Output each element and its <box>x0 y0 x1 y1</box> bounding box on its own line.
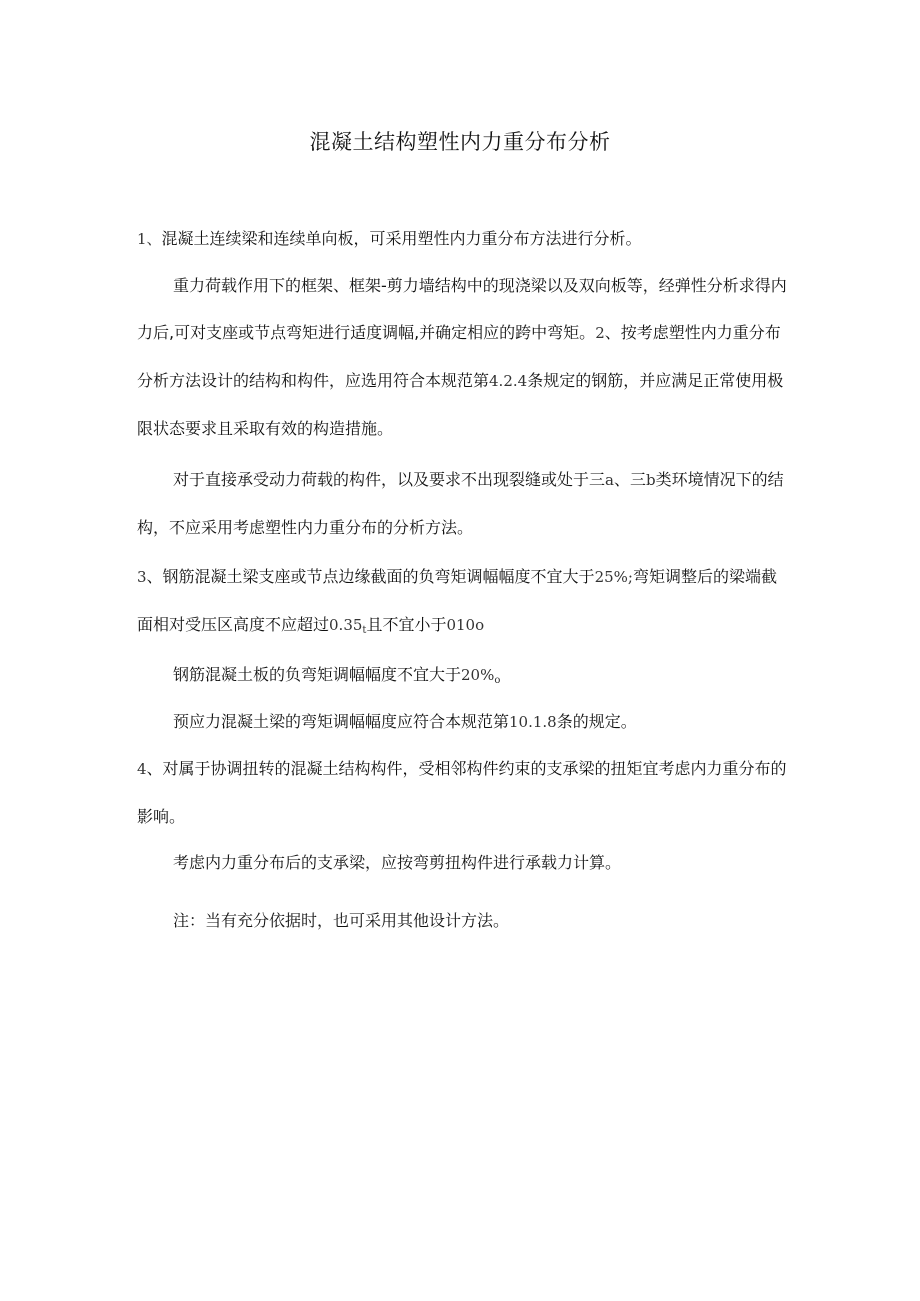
paragraph-text: 、钢筋混凝土梁支座或节点边缘截面的负弯矩调幅幅度不宜大于 <box>146 567 595 586</box>
paragraph-text: 条的规定。 <box>556 712 637 731</box>
paragraph-4 <box>137 553 787 654</box>
ratio-value: 010o <box>446 616 485 634</box>
document-title: 混凝土结构塑性内力重分布分析 <box>309 130 611 154</box>
paragraph-number: 4 <box>137 760 147 778</box>
paragraph-text: 钢筋混凝土板的负弯矩调幅幅度不宜大于 <box>173 665 462 684</box>
paragraph-text: 类环境情况下的结构，不应采用考虑塑性内力重分布的分析方法。 <box>137 470 784 537</box>
paragraph-number: 1、 <box>137 230 162 248</box>
percentage-value: 25%; <box>594 568 633 586</box>
note-paragraph <box>137 897 787 944</box>
clause-number: 4.2.4 <box>489 372 528 390</box>
paragraph-2 <box>137 262 787 452</box>
percentage-subscript: o <box>494 675 501 686</box>
paragraph-number: 3 <box>137 568 147 586</box>
paragraph-text: 且不宜小于 <box>366 615 447 634</box>
paragraph-5 <box>137 651 787 704</box>
paragraph-text: 弯矩调整后的梁端截面相对受压区高度不应超过 <box>137 567 777 634</box>
environment-class: a <box>605 471 614 489</box>
paragraph-7 <box>137 745 787 840</box>
paragraph-8 <box>137 839 787 886</box>
paragraph-text: 对于直接承受动力荷载的构件，以及要求不出现裂缝或处于三 <box>173 470 606 489</box>
paragraph-1 <box>137 215 787 263</box>
paragraph-3 <box>137 456 787 551</box>
paragraph-text: 、按考虑塑性内力重分布分析方法设计的结构和构件，应选用符合本规范第 <box>137 323 781 390</box>
paragraph-text: 重力荷载作用下的框架、框架-剪力墙结构中的现浇梁以及双向板等，经弹性分析求得内力后,可对支座或节点弯矩进行适度调幅,并确定相应的跨中弯矩。 <box>137 276 787 342</box>
percentage-value: 20% <box>461 666 495 684</box>
paragraph-text: 、对属于协调扭转的混凝土结构构件，受相邻构件约束的支承梁的扭矩宜考虑内力重分布的影响。 <box>137 759 787 826</box>
paragraph-text: 、三 <box>613 470 646 489</box>
environment-class: b <box>645 471 656 489</box>
paragraph-6 <box>137 698 787 746</box>
ratio-subscript: t <box>362 625 367 636</box>
paragraph-text: 预应力混凝土梁的弯矩调幅幅度应符合本规范第 <box>173 712 510 731</box>
paragraph-number: 2 <box>595 324 605 342</box>
ratio-value: 0.35 <box>329 616 363 634</box>
paragraph-text: 考虑内力重分布后的支承梁，应按弯剪扭构件进行承载力计算。 <box>173 853 622 872</box>
paragraph-text: 注：当有充分依据时，也可采用其他设计方法。 <box>173 911 510 930</box>
paragraph-text: 混凝土连续梁和连续单向板，可采用塑性内力重分布方法进行分析。 <box>161 229 642 248</box>
paragraph-text: 条规定的钢筋，并应满足正常使用极限状态要求且采取有效的构造措施。 <box>137 371 784 438</box>
clause-number: 10.1.8 <box>509 713 557 731</box>
